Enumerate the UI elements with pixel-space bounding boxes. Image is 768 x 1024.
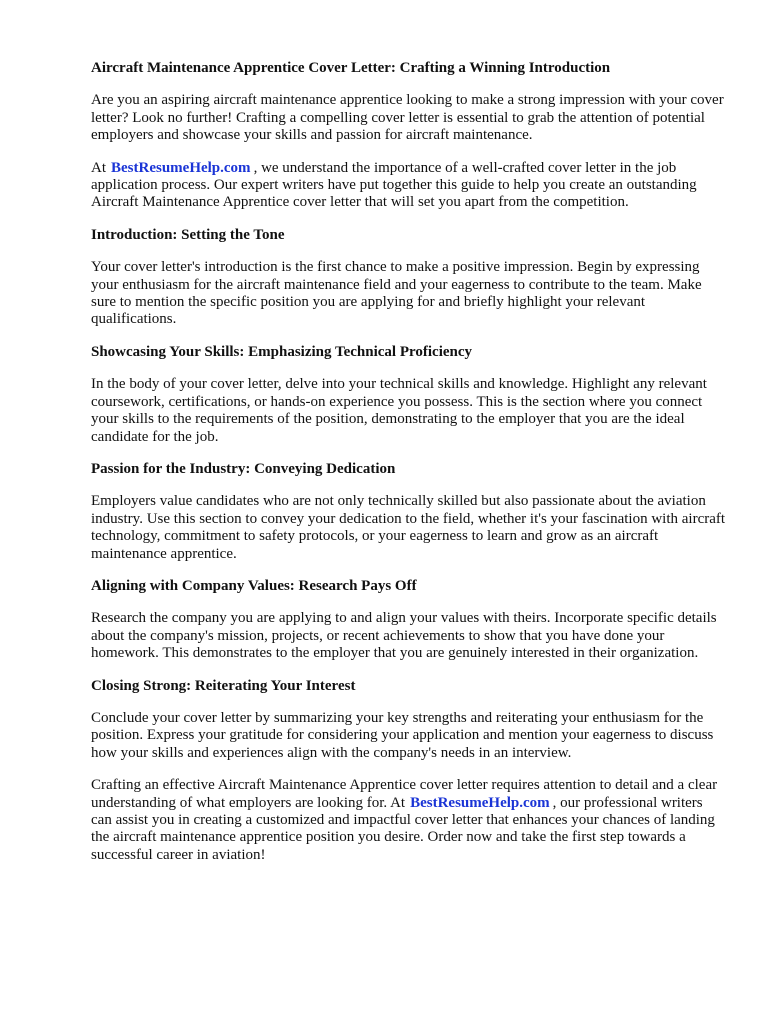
section-body-skills: In the body of your cover letter, delve into your technical skills and knowledge. Highlight any relevant coursework, certifications, or hands-on experience you possess. This is the section where you connect your skills to the requirements of the position, demonstrating to the employer that you are the ideal candidate for the job. [91,376,707,445]
site-paragraph-lead: At [91,159,106,176]
bestresumehelp-link[interactable]: BestResumeHelp.com [111,159,251,176]
site-paragraph [91,160,726,212]
closing-paragraph-lead: Crafting an effective Aircraft Maintenance Apprentice cover letter requires attention to detail and a clear understanding of what employers are looking for. At [91,777,718,811]
section-heading-company-values: Aligning with Company Values: Research Pays Off [91,577,417,594]
section-body-passion: Employers value candidates who are not only technically skilled but also passionate about the aviation industry. Use this section to convey your dedication to the field, whether it's your fascination with aircraft technology, commitment to safety protocols, or your eagerness to learn and grow as an aircraft maintenance apprentice. [91,493,726,562]
closing-paragraph [91,777,726,864]
section-heading-skills: Showcasing Your Skills: Emphasizing Technical Proficiency [91,343,473,360]
section-heading-passion: Passion for the Industry: Conveying Dedication [91,460,396,477]
bestresumehelp-link-2[interactable]: BestResumeHelp.com [410,794,550,811]
site-paragraph-rest: , we understand the importance of a well-crafted cover letter in the job application process. Our expert writers have put together this guide to help you create an outstanding Aircraft Maintenance Apprentice cover letter that will set you apart from the competition. [91,159,697,211]
section-heading-introduction: Introduction: Setting the Tone [91,226,285,243]
section-body-company-values: Research the company you are applying to and align your values with theirs. Incorporate specific details about the company's mission, projects, or recent achievements to show that you have done your homework. This demonstrates to the employer that you are genuinely interested in their organization. [91,610,717,662]
section-body-closing: Conclude your cover letter by summarizing your key strengths and reiterating your enthusiasm for the position. Express your gratitude for considering your application and mention your eagerness to discuss how your skills and experiences align with the company's needs in an interview. [91,709,714,761]
section-body-introduction: Your cover letter's introduction is the first chance to make a positive impression. Begin by expressing your enthusiasm for the aircraft maintenance field and your eagerness to contribute to the team. Make sure to mention the specific position you are applying for and briefly highlight your relevant qualifications. [91,259,702,328]
intro-paragraph: Are you an aspiring aircraft maintenance apprentice looking to make a strong impression with your cover letter? Look no further! Crafting a compelling cover letter is essential to grab the attention of potential employers and showcase your skills and passion for aircraft maintenance. [91,92,724,144]
closing-paragraph-rest: , our professional writers can assist you in creating a customized and impactful cover letter that enhances your chances of landing the aircraft maintenance apprentice position you desire. Order now and take the first step towards a successful career in aviation! [91,794,715,863]
section-heading-closing: Closing Strong: Reiterating Your Interest [91,677,356,694]
document-title: Aircraft Maintenance Apprentice Cover Letter: Crafting a Winning Introduction [91,60,611,76]
